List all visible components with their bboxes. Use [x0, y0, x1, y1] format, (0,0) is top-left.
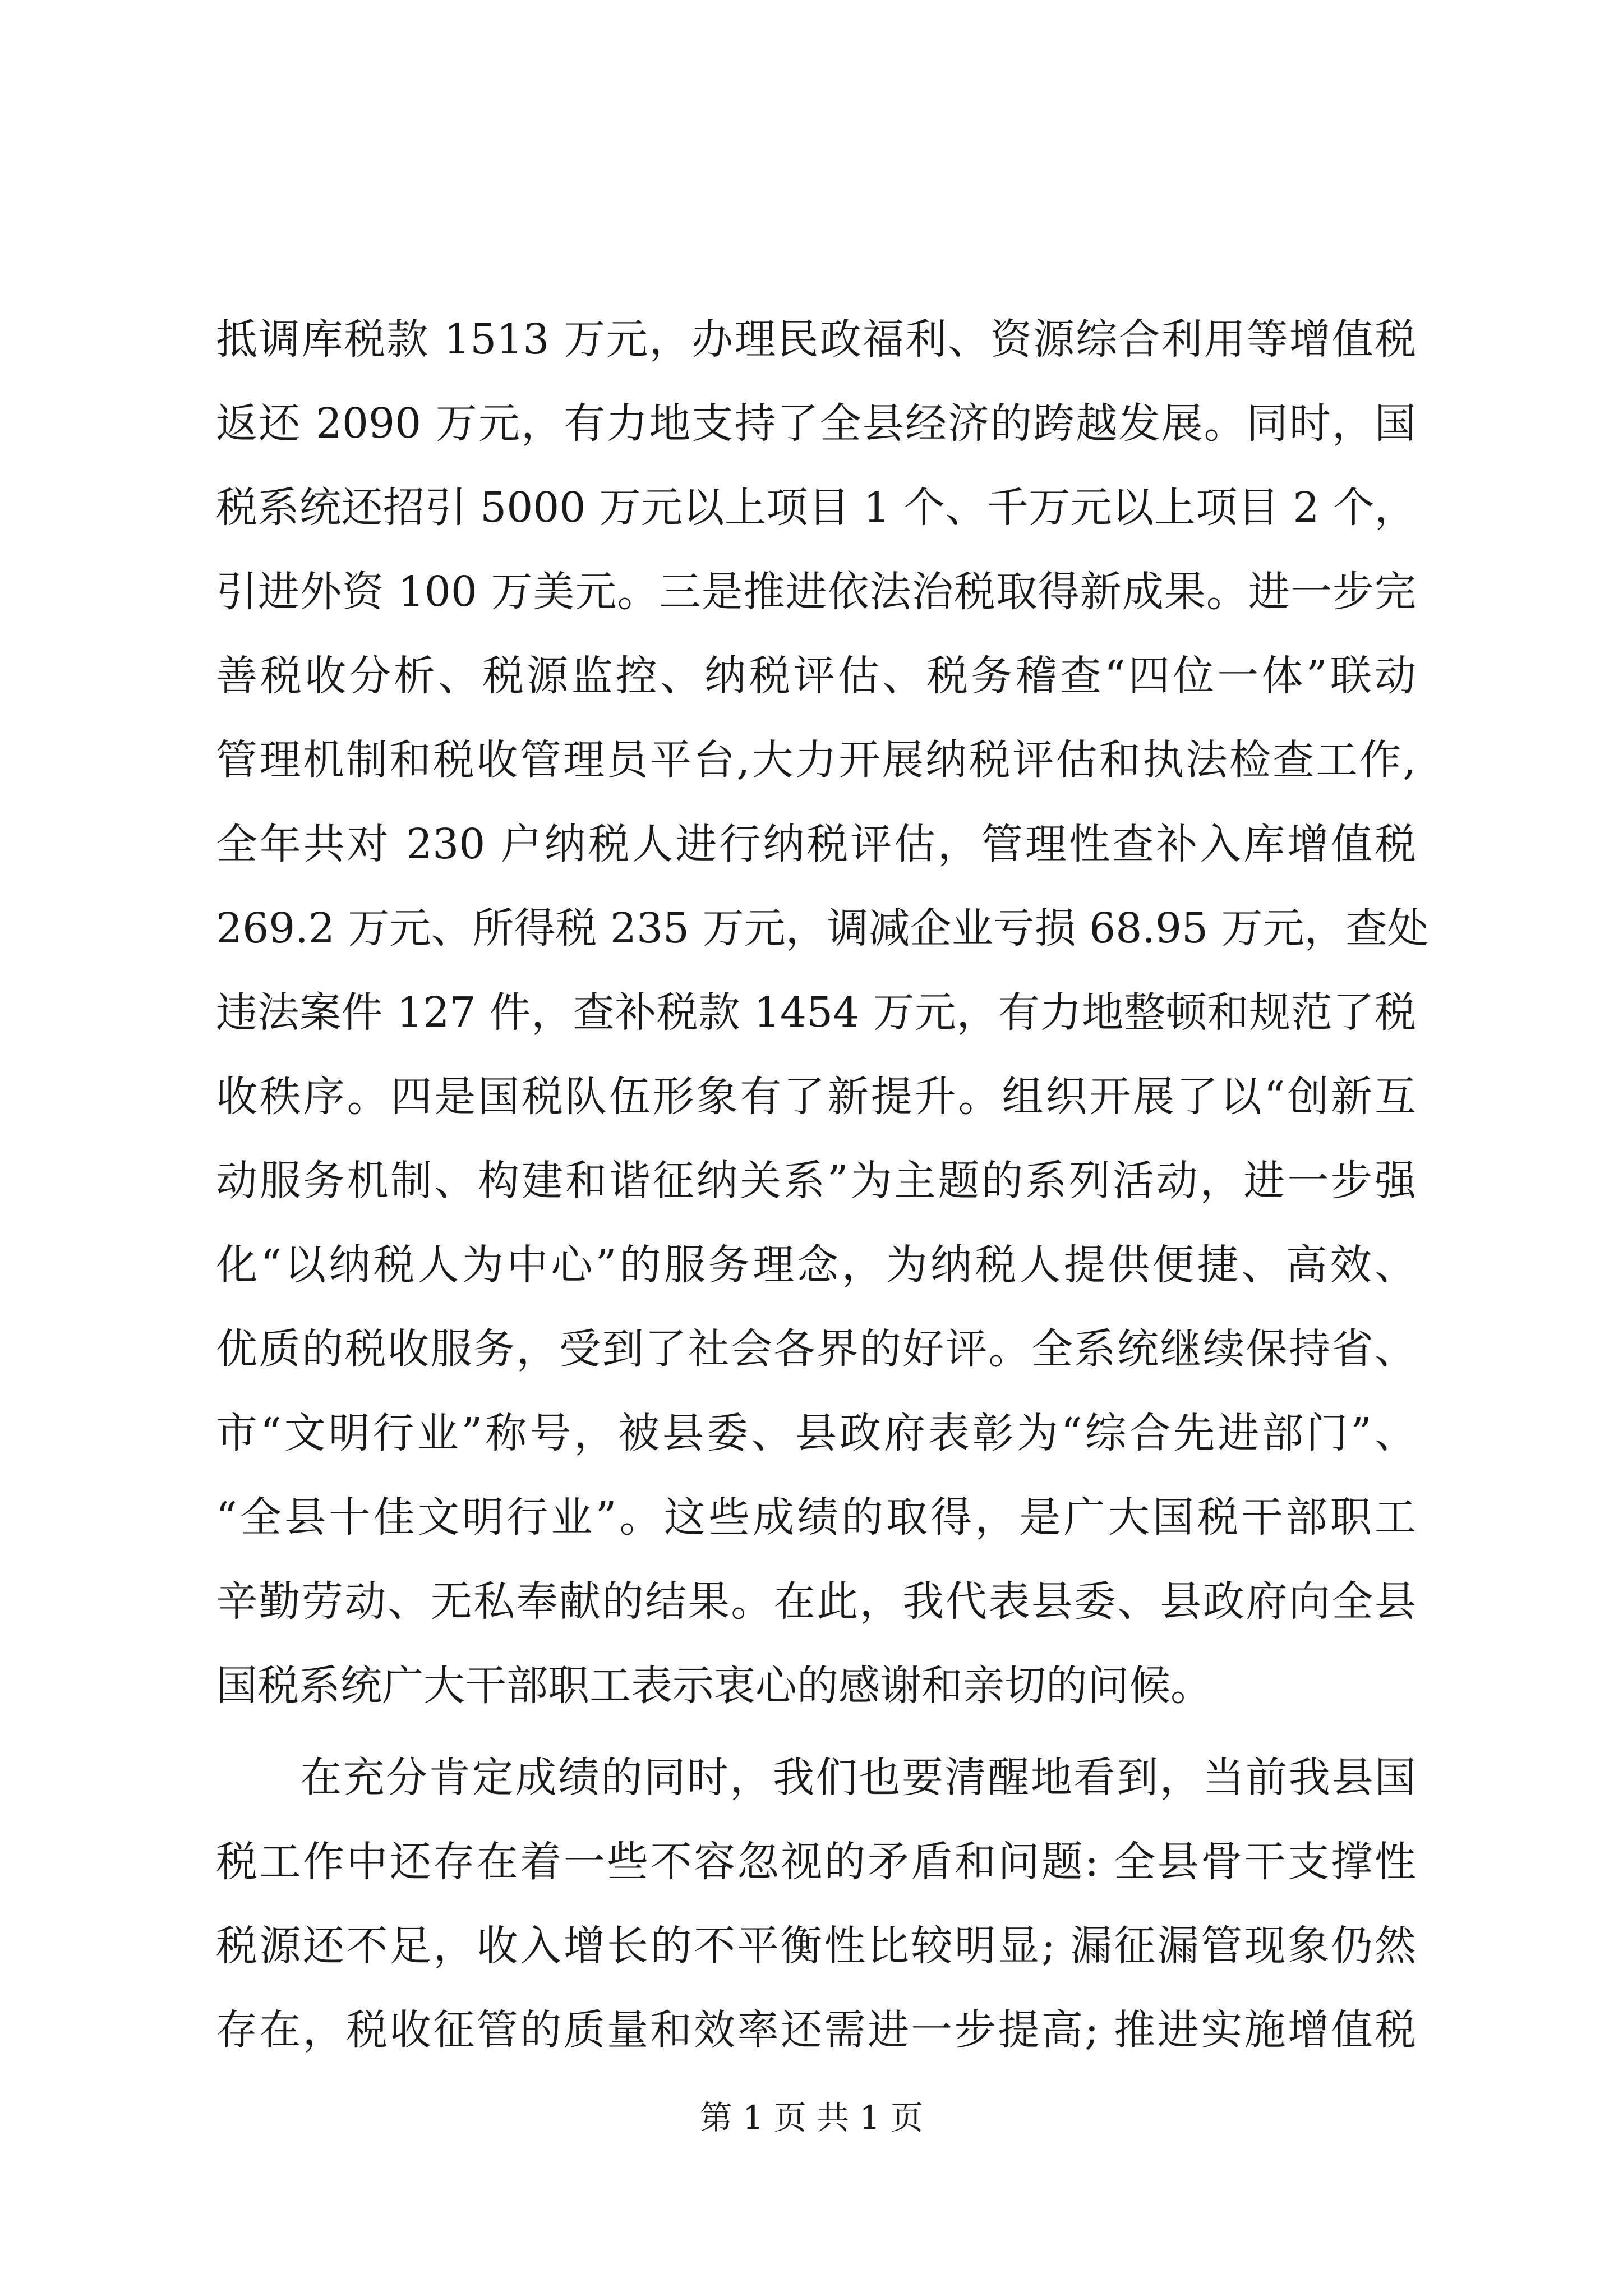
text-line: 善税收分析、税源监控、纳税评估、税务稽查“四位一体”联动: [216, 652, 1416, 700]
text-line: 管理机制和税收管理员平台,大力开展纳税评估和执法检查工作,: [216, 736, 1416, 784]
text-line: “全县十佳文明行业”。这些成绩的取得，是广大国税干部职工: [216, 1493, 1416, 1542]
text-line: 违法案件 127 件，查补税款 1454 万元，有力地整顿和规范了税: [216, 988, 1416, 1037]
text-line: 化“以纳税人为中心”的服务理念，为纳税人提供便捷、高效、: [216, 1241, 1416, 1289]
text-line: 269.2 万元、所得税 235 万元，调减企业亏损 68.95 万元，查处: [216, 904, 1429, 953]
text-line: 收秩序。四是国税队伍形象有了新提升。组织开展了以“创新互: [216, 1073, 1416, 1121]
paragraph-spacer: [216, 1728, 1416, 1736]
text-line: 税源还不足，收入增长的不平衡性比较明显; 漏征漏管现象仍然: [216, 1922, 1416, 1970]
text-line: 辛勤劳动、无私奉献的结果。在此，我代表县委、县政府向全县: [216, 1577, 1416, 1626]
paragraph-1: [216, 297, 1429, 1728]
text-line: 引进外资 100 万美元。三是推进依法治税取得新成果。进一步完: [216, 568, 1416, 616]
text-line: 税工作中还存在着一些不容忽视的矛盾和问题: 全县骨干支撑性: [216, 1838, 1416, 1886]
text-line: 在充分肯定成绩的同时，我们也要清醒地看到，当前我县国: [300, 1754, 1416, 1802]
text-line: 返还 2090 万元，有力地支持了全县经济的跨越发展。同时，国: [216, 399, 1416, 448]
paragraph-2: [216, 1736, 1416, 2072]
text-line: 全年共对 230 户纳税人进行纳税评估，管理性查补入库增值税: [216, 820, 1416, 868]
text-line: 税系统还招引 5000 万元以上项目 1 个、千万元以上项目 2 个，: [216, 484, 1416, 532]
text-line: 市“文明行业”称号，被县委、县政府表彰为“综合先进部门”、: [216, 1409, 1416, 1457]
text-line: 存在，税收征管的质量和效率还需进一步提高; 推进实施增值税: [216, 2006, 1416, 2054]
text-line: 国税系统广大干部职工表示衷心的感谢和亲切的问候。: [216, 1662, 1212, 1710]
page-number: 第 1 页 共 1 页: [700, 2099, 923, 2137]
text-line: 抵调库税款 1513 万元，办理民政福利、资源综合利用等增值税: [216, 315, 1416, 364]
text-line: 优质的税收服务，受到了社会各界的好评。全系统继续保持省、: [216, 1325, 1416, 1373]
page-footer: [0, 2095, 1623, 2140]
text-line: 动服务机制、构建和谐征纳关系”为主题的系列活动，进一步强: [216, 1157, 1416, 1205]
document-body: [216, 297, 1429, 2072]
